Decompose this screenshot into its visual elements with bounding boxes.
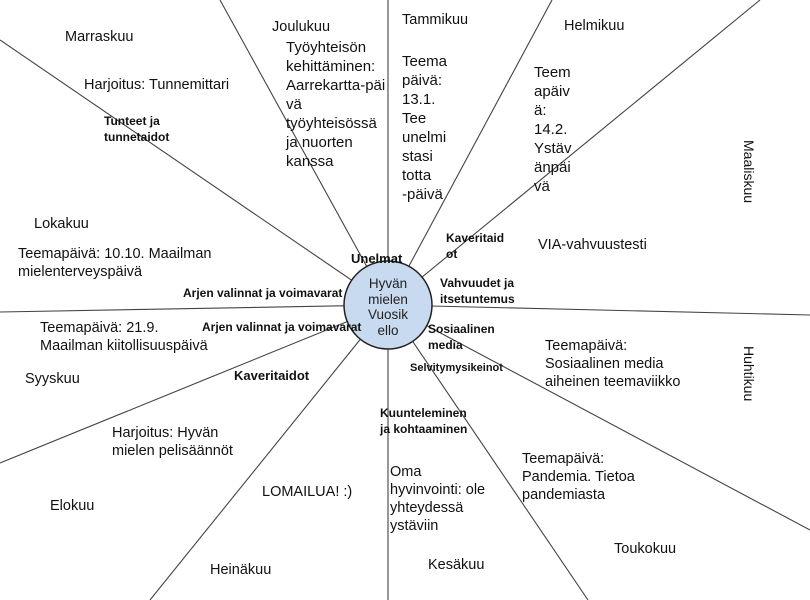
month-kesakuu: Kesäkuu xyxy=(428,557,485,573)
month-elokuu: Elokuu xyxy=(50,498,95,514)
center-title: Hyvän mielen Vuosik ello xyxy=(367,276,409,338)
content-kesakuu: Oma hyvinvointi: ole yhteydessä ystäviin xyxy=(390,464,486,534)
theme-kuunteleminen: Kuunteleminen ja kohtaaminen xyxy=(380,406,468,436)
content-marraskuu: Harjoitus: Tunnemittari xyxy=(84,77,230,93)
theme-sosiaalinen-media: Sosiaalinen media xyxy=(428,322,495,352)
month-heinakuu: Heinäkuu xyxy=(210,562,272,578)
content-huhtikuu: Teemapäivä: Sosiaalinen media aiheinen teemaviikko xyxy=(545,338,681,390)
content-joulukuu: Työyhteisön kehittäminen: Aarrekartta-päi vä työyhteisössä ja nuorten kanssa xyxy=(286,39,386,170)
theme-kaveritaidot-top: Kaveritaid ot xyxy=(446,231,505,261)
theme-unelmat: Unelmat xyxy=(351,251,403,266)
content-lokakuu: Teemapäivä: 10.10. Maailman mielenterveyspäivä xyxy=(18,246,212,280)
month-huhtikuu: Huhtikuu xyxy=(741,346,757,402)
theme-selviytymiskeinot: Selvitymysikeinot xyxy=(410,362,503,374)
theme-vahvuudet: Vahvuudet ja itsetuntemus xyxy=(440,276,515,306)
month-lokakuu: Lokakuu xyxy=(34,216,89,232)
content-heinakuu: LOMAILUA! :) xyxy=(262,484,353,500)
content-syyskuu: Teemapäivä: 21.9. Maailman kiitollisuuspäivä xyxy=(40,320,208,354)
month-toukokuu: Toukokuu xyxy=(614,541,677,557)
theme-tunteet: Tunteet ja tunnetaidot xyxy=(104,114,170,144)
theme-arjen-valinnat-2: Arjen valinnat ja voimavarat xyxy=(202,320,362,334)
content-maaliskuu: VIA-vahvuustesti xyxy=(538,237,647,253)
month-marraskuu: Marraskuu xyxy=(65,29,134,45)
content-elokuu: Harjoitus: Hyvän mielen pelisäännöt xyxy=(112,425,233,459)
theme-kaveritaidot-bottom: Kaveritaidot xyxy=(234,368,310,383)
month-joulukuu: Joulukuu xyxy=(272,19,331,35)
month-tammikuu: Tammikuu xyxy=(402,12,469,28)
month-helmikuu: Helmikuu xyxy=(564,18,625,34)
theme-arjen-valinnat-1: Arjen valinnat ja voimavarat xyxy=(183,286,343,300)
month-syyskuu: Syyskuu xyxy=(25,371,80,387)
divider-line xyxy=(0,305,388,312)
content-tammikuu: Teema päivä: 13.1. Tee unelmi stasi totta -päivä xyxy=(402,53,448,203)
month-maaliskuu: Maaliskuu xyxy=(741,140,757,204)
content-toukokuu: Teemapäivä: Pandemia. Tietoa pandemiasta xyxy=(522,451,635,503)
content-helmikuu: Teem apäiv ä: 14.2. Ystäv änpäi vä xyxy=(534,64,572,195)
